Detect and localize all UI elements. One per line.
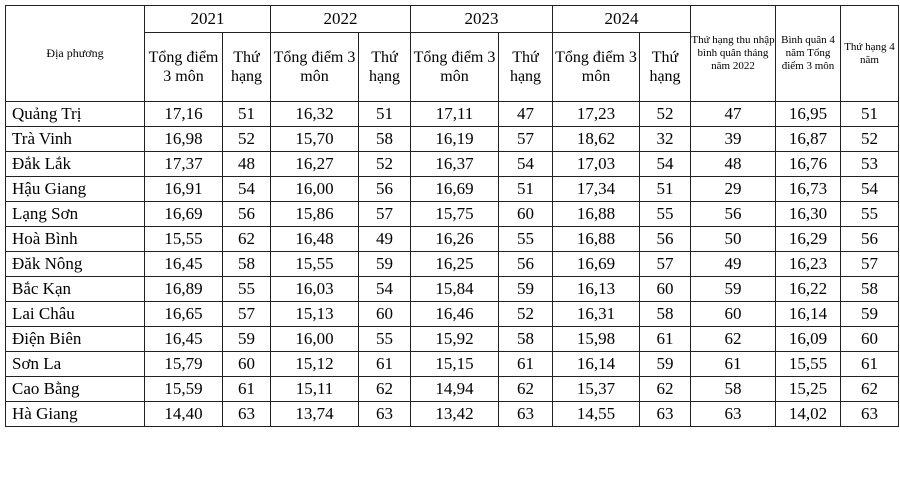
table-cell: 58 [359, 127, 411, 152]
table-cell: 15,12 [271, 352, 359, 377]
table-cell: 32 [640, 127, 691, 152]
table-cell: 63 [691, 402, 776, 427]
table-cell: 16,45 [145, 327, 223, 352]
table-cell: 52 [223, 127, 271, 152]
table-cell: 54 [223, 177, 271, 202]
table-cell: 50 [691, 227, 776, 252]
table-cell: 52 [499, 302, 553, 327]
table-cell: 62 [223, 227, 271, 252]
table-cell: 60 [223, 352, 271, 377]
table-cell: 58 [640, 302, 691, 327]
table-cell: 16,32 [271, 102, 359, 127]
table-row [6, 352, 899, 377]
header-rank-2023: Thứ hạng [499, 33, 553, 102]
header-rank-4yr: Thứ hạng 4 năm [841, 6, 899, 102]
header-score-2021: Tổng điểm 3 môn [145, 33, 223, 102]
table-cell: 59 [499, 277, 553, 302]
table-cell: 60 [359, 302, 411, 327]
table-cell: 15,55 [776, 352, 841, 377]
table-cell: 54 [359, 277, 411, 302]
table-cell: 63 [359, 402, 411, 427]
table-cell: 29 [691, 177, 776, 202]
table-cell: 16,14 [553, 352, 640, 377]
table-cell: 59 [691, 277, 776, 302]
table-cell: 17,16 [145, 102, 223, 127]
table-cell: 15,59 [145, 377, 223, 402]
table-cell: 14,94 [411, 377, 499, 402]
locality-cell: Bắc Kạn [6, 277, 145, 302]
table-cell: 15,92 [411, 327, 499, 352]
table-cell: 61 [499, 352, 553, 377]
table-row [6, 302, 899, 327]
table-cell: 49 [691, 252, 776, 277]
table-cell: 14,02 [776, 402, 841, 427]
table-cell: 16,25 [411, 252, 499, 277]
table-cell: 17,37 [145, 152, 223, 177]
table-cell: 48 [691, 152, 776, 177]
table-cell: 16,30 [776, 202, 841, 227]
table-cell: 62 [499, 377, 553, 402]
table-cell: 47 [691, 102, 776, 127]
locality-cell: Điện Biên [6, 327, 145, 352]
table-cell: 51 [359, 102, 411, 127]
table-cell: 57 [499, 127, 553, 152]
table-cell: 55 [640, 202, 691, 227]
table-cell: 15,98 [553, 327, 640, 352]
header-year-2024: 2024 [553, 6, 691, 33]
table-cell: 16,73 [776, 177, 841, 202]
table-cell: 13,74 [271, 402, 359, 427]
table-cell: 58 [499, 327, 553, 352]
table-cell: 54 [640, 152, 691, 177]
table-cell: 15,25 [776, 377, 841, 402]
table-cell: 16,69 [145, 202, 223, 227]
locality-cell: Lạng Sơn [6, 202, 145, 227]
table-cell: 61 [640, 327, 691, 352]
header-year-2023: 2023 [411, 6, 553, 33]
table-cell: 59 [223, 327, 271, 352]
table-cell: 15,86 [271, 202, 359, 227]
table-cell: 60 [499, 202, 553, 227]
header-avg-score: Bình quân 4 năm Tổng điểm 3 môn [776, 6, 841, 102]
table-cell: 61 [223, 377, 271, 402]
locality-cell: Đăk Nông [6, 252, 145, 277]
table-cell: 60 [640, 277, 691, 302]
locality-cell: Hậu Giang [6, 177, 145, 202]
locality-cell: Hoà Bình [6, 227, 145, 252]
header-rank-2022: Thứ hạng [359, 33, 411, 102]
table-cell: 58 [223, 252, 271, 277]
table-cell: 51 [499, 177, 553, 202]
table-cell: 59 [841, 302, 899, 327]
table-cell: 55 [223, 277, 271, 302]
table-cell: 63 [223, 402, 271, 427]
locality-cell: Hà Giang [6, 402, 145, 427]
table-body [6, 102, 899, 427]
table-cell: 16,03 [271, 277, 359, 302]
table-cell: 16,13 [553, 277, 640, 302]
table-row [6, 277, 899, 302]
table-cell: 60 [841, 327, 899, 352]
table-cell: 17,11 [411, 102, 499, 127]
table-cell: 16,69 [411, 177, 499, 202]
table-cell: 52 [841, 127, 899, 152]
locality-cell: Sơn La [6, 352, 145, 377]
locality-cell: Đắk Lắk [6, 152, 145, 177]
table-row [6, 177, 899, 202]
table-cell: 17,34 [553, 177, 640, 202]
table-cell: 57 [841, 252, 899, 277]
table-cell: 16,26 [411, 227, 499, 252]
header-score-2022: Tổng điểm 3 môn [271, 33, 359, 102]
table-cell: 62 [691, 327, 776, 352]
table-cell: 59 [359, 252, 411, 277]
table-cell: 15,13 [271, 302, 359, 327]
table-row [6, 252, 899, 277]
table-cell: 55 [841, 202, 899, 227]
table-cell: 56 [223, 202, 271, 227]
table-cell: 15,15 [411, 352, 499, 377]
table-cell: 16,23 [776, 252, 841, 277]
table-row [6, 152, 899, 177]
header-year-2021: 2021 [145, 6, 271, 33]
table-cell: 15,75 [411, 202, 499, 227]
header-rank-2021: Thứ hạng [223, 33, 271, 102]
table-cell: 52 [359, 152, 411, 177]
header-year-2022: 2022 [271, 6, 411, 33]
table-cell: 16,27 [271, 152, 359, 177]
score-ranking-table [5, 5, 899, 427]
table-cell: 15,11 [271, 377, 359, 402]
table-row [6, 402, 899, 427]
table-cell: 63 [640, 402, 691, 427]
table-cell: 16,48 [271, 227, 359, 252]
locality-cell: Trà Vinh [6, 127, 145, 152]
table-cell: 56 [841, 227, 899, 252]
table-cell: 17,23 [553, 102, 640, 127]
table-cell: 51 [640, 177, 691, 202]
table-row [6, 102, 899, 127]
table-cell: 15,79 [145, 352, 223, 377]
table-cell: 14,55 [553, 402, 640, 427]
table-cell: 16,00 [271, 177, 359, 202]
table-cell: 16,88 [553, 202, 640, 227]
table-cell: 53 [841, 152, 899, 177]
table-cell: 57 [359, 202, 411, 227]
table-cell: 16,65 [145, 302, 223, 327]
table-cell: 15,70 [271, 127, 359, 152]
header-rank-2024: Thứ hạng [640, 33, 691, 102]
table-cell: 52 [640, 102, 691, 127]
table-cell: 59 [640, 352, 691, 377]
locality-cell: Lai Châu [6, 302, 145, 327]
table-cell: 15,84 [411, 277, 499, 302]
table-cell: 61 [691, 352, 776, 377]
header-income-rank: Thứ hạng thu nhập bình quân tháng năm 2022 [691, 6, 776, 102]
table-cell: 62 [359, 377, 411, 402]
table-cell: 57 [223, 302, 271, 327]
table-row [6, 127, 899, 152]
table-cell: 58 [841, 277, 899, 302]
table-cell: 51 [223, 102, 271, 127]
table-cell: 62 [640, 377, 691, 402]
table-cell: 16,89 [145, 277, 223, 302]
table-cell: 15,37 [553, 377, 640, 402]
table-cell: 56 [640, 227, 691, 252]
table-cell: 16,91 [145, 177, 223, 202]
table-cell: 63 [841, 402, 899, 427]
table-cell: 16,95 [776, 102, 841, 127]
table-cell: 16,14 [776, 302, 841, 327]
table-cell: 49 [359, 227, 411, 252]
table-cell: 62 [841, 377, 899, 402]
table-cell: 16,69 [553, 252, 640, 277]
table-cell: 16,19 [411, 127, 499, 152]
table-cell: 16,37 [411, 152, 499, 177]
table-row [6, 202, 899, 227]
table-cell: 56 [359, 177, 411, 202]
table-cell: 15,55 [145, 227, 223, 252]
table-cell: 55 [499, 227, 553, 252]
table-cell: 48 [223, 152, 271, 177]
table-cell: 13,42 [411, 402, 499, 427]
table-cell: 16,46 [411, 302, 499, 327]
table-cell: 16,88 [553, 227, 640, 252]
table-cell: 16,98 [145, 127, 223, 152]
table-cell: 16,29 [776, 227, 841, 252]
table-cell: 60 [691, 302, 776, 327]
table-cell: 14,40 [145, 402, 223, 427]
table-row [6, 227, 899, 252]
header-locality: Địa phương [6, 6, 145, 102]
table-cell: 58 [691, 377, 776, 402]
table-cell: 54 [841, 177, 899, 202]
table-cell: 54 [499, 152, 553, 177]
table-cell: 61 [841, 352, 899, 377]
table-cell: 17,03 [553, 152, 640, 177]
table-cell: 56 [691, 202, 776, 227]
header-score-2024: Tổng điểm 3 môn [553, 33, 640, 102]
table-cell: 47 [499, 102, 553, 127]
table-row [6, 327, 899, 352]
header-score-2023: Tổng điểm 3 môn [411, 33, 499, 102]
table-cell: 51 [841, 102, 899, 127]
table-cell: 16,00 [271, 327, 359, 352]
table-cell: 15,55 [271, 252, 359, 277]
table-cell: 16,87 [776, 127, 841, 152]
locality-cell: Cao Bằng [6, 377, 145, 402]
table-cell: 55 [359, 327, 411, 352]
locality-cell: Quảng Trị [6, 102, 145, 127]
table-cell: 16,31 [553, 302, 640, 327]
table-row [6, 377, 899, 402]
table-cell: 39 [691, 127, 776, 152]
table-cell: 16,09 [776, 327, 841, 352]
table-cell: 56 [499, 252, 553, 277]
table-cell: 57 [640, 252, 691, 277]
table-cell: 16,76 [776, 152, 841, 177]
table-cell: 61 [359, 352, 411, 377]
table-cell: 16,22 [776, 277, 841, 302]
table-cell: 16,45 [145, 252, 223, 277]
table-cell: 18,62 [553, 127, 640, 152]
table-cell: 63 [499, 402, 553, 427]
